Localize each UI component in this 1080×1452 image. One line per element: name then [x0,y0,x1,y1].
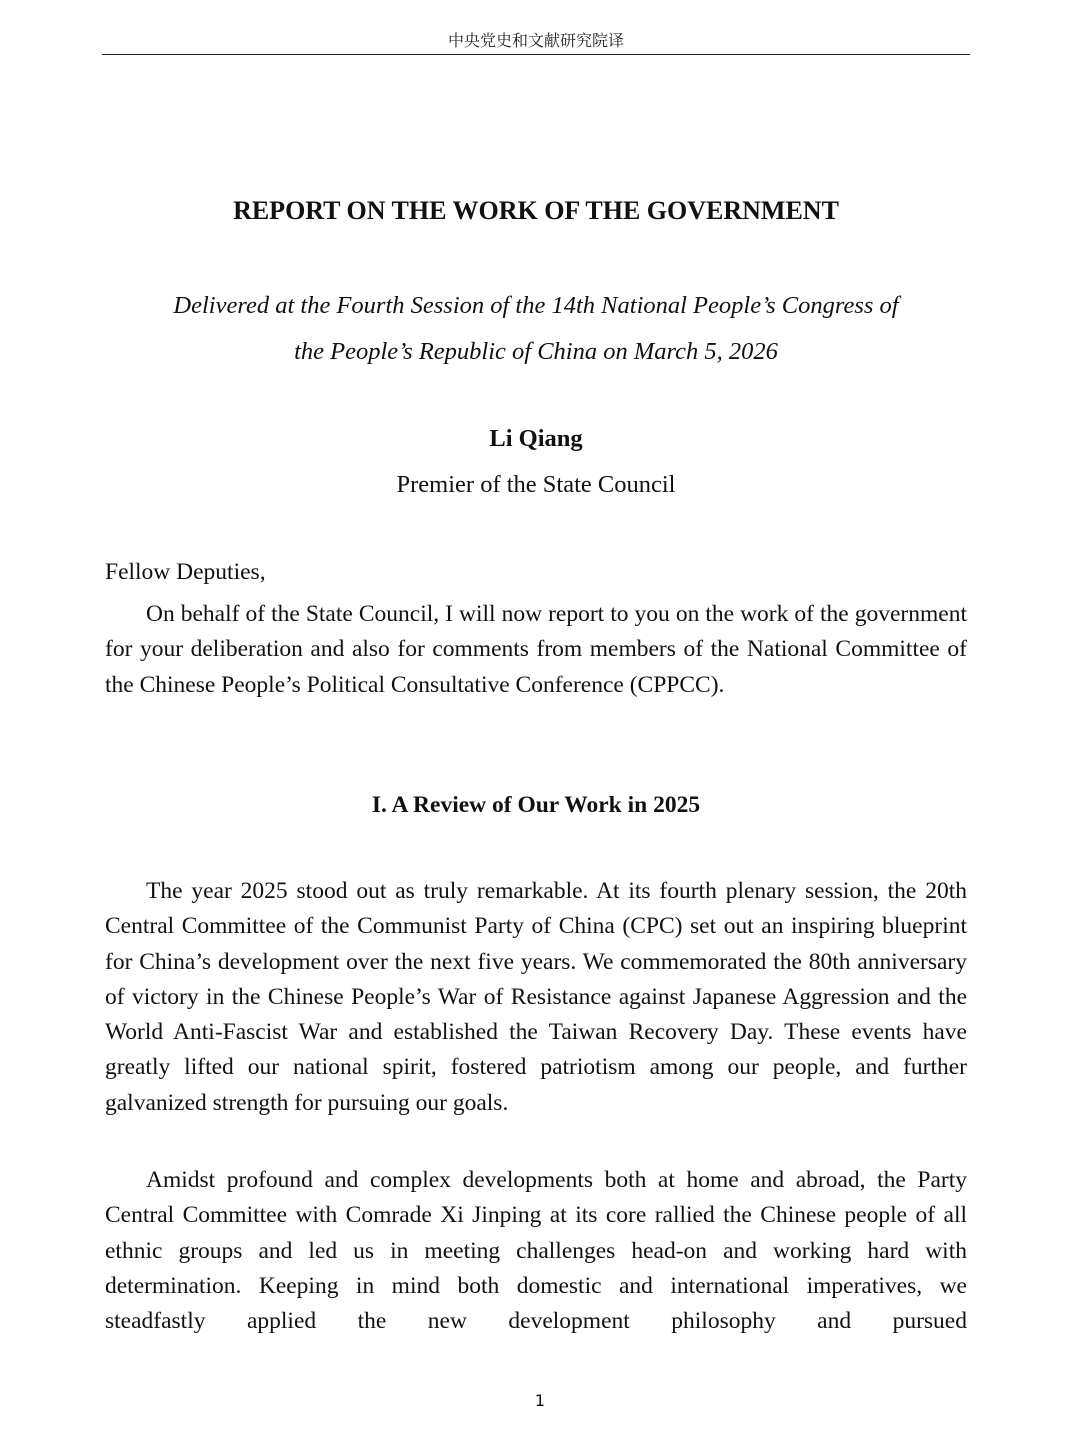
page-number: 1 [534,1391,546,1410]
subtitle-line-1: Delivered at the Fourth Session of the 14th National People’s Congress of [173,292,899,319]
subtitle-line-2: the People’s Republic of China on March 5, 2026 [294,338,778,365]
body-paragraph: On behalf of the State Council, I will now report to you on the work of the government for your deliberation and also for comments from members of the National Committee of the Chinese People’s Political Consultative Conference (CPPCC). [105,601,967,698]
author-role: Premier of the State Council [396,471,676,498]
document-title: REPORT ON THE WORK OF THE GOVERNMENT [233,196,839,225]
body-paragraph: The year 2025 stood out as truly remarkable. At its fourth plenary session, the 20th Central Committee of the Communist Party of China (CPC) set out an inspiring blueprint for China’s development over the next five years. We commemorated the 80th anniversary of victory in the Chinese People’s War of Resistance against Japanese Aggression and the World Anti-Fascist War and established the Taiwan Recovery Day. These events have greatly lifted our national spirit, fostered patriotism among our people, and further galvanized strength for pursuing our goals. [105,878,967,1116]
salutation: Fellow Deputies, [105,559,266,585]
page-header: 中央党史和文献研究院译 [447,31,624,50]
section-heading: I. A Review of Our Work in 2025 [371,792,701,818]
body-paragraph: Amidst profound and complex developments both at home and abroad, the Party Central Committee with Comrade Xi Jinping at its core rallied the Chinese people of all ethnic groups and led us in meeting challenges head-on and working hard with determination. Keeping in mind both domestic and international imperatives, we steadfastly applied the new development philosophy and pursued [105,1167,967,1335]
header-divider [102,54,970,55]
document-subtitle [105,283,967,375]
author-name: Li Qiang [489,425,583,452]
